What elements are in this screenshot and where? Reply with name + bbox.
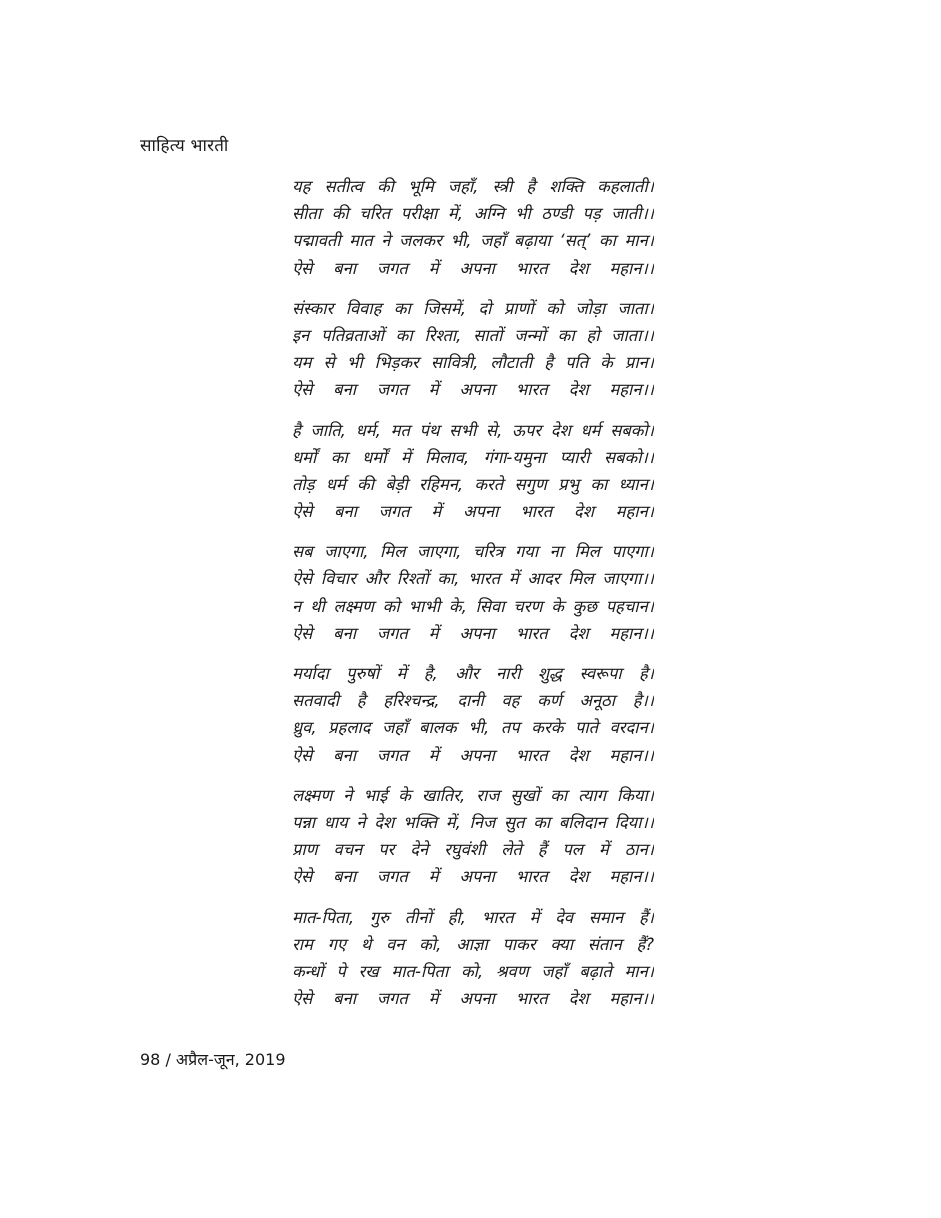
poem-line: है जाति, धर्म, मत पंथ सभी से, ऊपर देश धर्म सबको। bbox=[292, 420, 654, 440]
poem-line: पद्मावती मात ने जलकर भी, जहाँ बढ़ाया ‘सत्’ का मान। bbox=[292, 231, 654, 251]
poem-line: ऐसे बना जगत में अपना भारत देश महान।। bbox=[292, 380, 654, 400]
stanza bbox=[292, 660, 654, 769]
poem-line: मर्यादा पुरुषों में है, और नारी शुद्ध स्वरूपा है। bbox=[292, 664, 654, 683]
poem-line: ऐसे बना जगत में अपना भारत देश महान।। bbox=[292, 989, 654, 1009]
poem-line: तोड़ धर्म की बेड़ी रहिमन, करते सगुण प्रभु का ध्यान। bbox=[292, 474, 654, 494]
poem-body bbox=[292, 173, 654, 1025]
stanza bbox=[292, 295, 654, 404]
poem-line: संस्कार विवाह का जिसमें, दो प्राणों को जोड़ा जाता। bbox=[292, 298, 654, 318]
poem-line: न थी लक्ष्मण को भाभी के, सिवा चरण के कुछ पहचान। bbox=[292, 596, 654, 616]
poem-line: ऐसे बना जगत में अपना भारत देश महान।। bbox=[292, 867, 654, 887]
poem-line: प्राण वचन पर देने रघुवंशी लेते हैं पल में ठान। bbox=[292, 840, 654, 860]
poem-line: ध्रुव, प्रहलाद जहाँ बालक भी, तप करके पाते वरदान। bbox=[292, 718, 654, 738]
journal-title: साहित्य भारती bbox=[140, 136, 229, 156]
poem-line: मात-पिता, गुरु तीनों ही, भारत में देव समान हैं। bbox=[292, 907, 654, 927]
poem-line: यम से भी भिड़कर सावित्री, लौटाती है पति के प्रान। bbox=[292, 353, 654, 373]
page-number-and-issue: 98 / अप्रैल-जून, 2019 bbox=[140, 1050, 286, 1069]
poem-line: सब जाएगा, मिल जाएगा, चरित्र गया ना मिल पाएगा। bbox=[292, 542, 654, 562]
stanza bbox=[292, 417, 654, 526]
stanza bbox=[292, 173, 654, 282]
poem-line: ऐसे बना जगत में अपना भारत देश महान।। bbox=[292, 745, 654, 765]
stanza bbox=[292, 782, 654, 891]
poem-line: सतवादी है हरिश्चन्द्र, दानी वह कर्ण अनूठा है।। bbox=[292, 691, 654, 711]
poem-line: ऐसे बना जगत में अपना भारत देश महान। bbox=[292, 502, 654, 522]
poem-line: लक्ष्मण ने भाई के खातिर, राज सुखों का त्याग किया। bbox=[292, 785, 654, 805]
poem-line: सीता की चरित परीक्षा में, अग्नि भी ठण्डी पड़ जाती।। bbox=[292, 204, 654, 224]
poem-line: इन पतिव्रताओं का रिश्ता, सातों जन्मों का हो जाता।। bbox=[292, 325, 654, 345]
poem-line: ऐसे बना जगत में अपना भारत देश महान।। bbox=[292, 623, 654, 643]
stanza bbox=[292, 904, 654, 1013]
stanza bbox=[292, 538, 654, 647]
poem-line: कन्धों पे रख मात-पिता को, श्रवण जहाँ बढ़ाते मान। bbox=[292, 961, 654, 981]
poem-line: राम गए थे वन को, आज्ञा पाकर क्या संतान हैं? bbox=[292, 934, 654, 954]
poem-line: पन्ना धाय ने देश भक्ति में, निज सुत का बलिदान दिया।। bbox=[292, 812, 654, 832]
poem-line: ऐसे विचार और रिश्तों का, भारत में आदर मिल जाएगा।। bbox=[292, 569, 654, 589]
poem-line: यह सतीत्व की भूमि जहाँ, स्त्री है शक्ति कहलाती। bbox=[292, 177, 654, 196]
poem-line: ऐसे बना जगत में अपना भारत देश महान।। bbox=[292, 258, 654, 278]
poem-line: धर्मों का धर्मों में मिलाव, गंगा-यमुना प्यारी सबको।। bbox=[292, 447, 654, 467]
